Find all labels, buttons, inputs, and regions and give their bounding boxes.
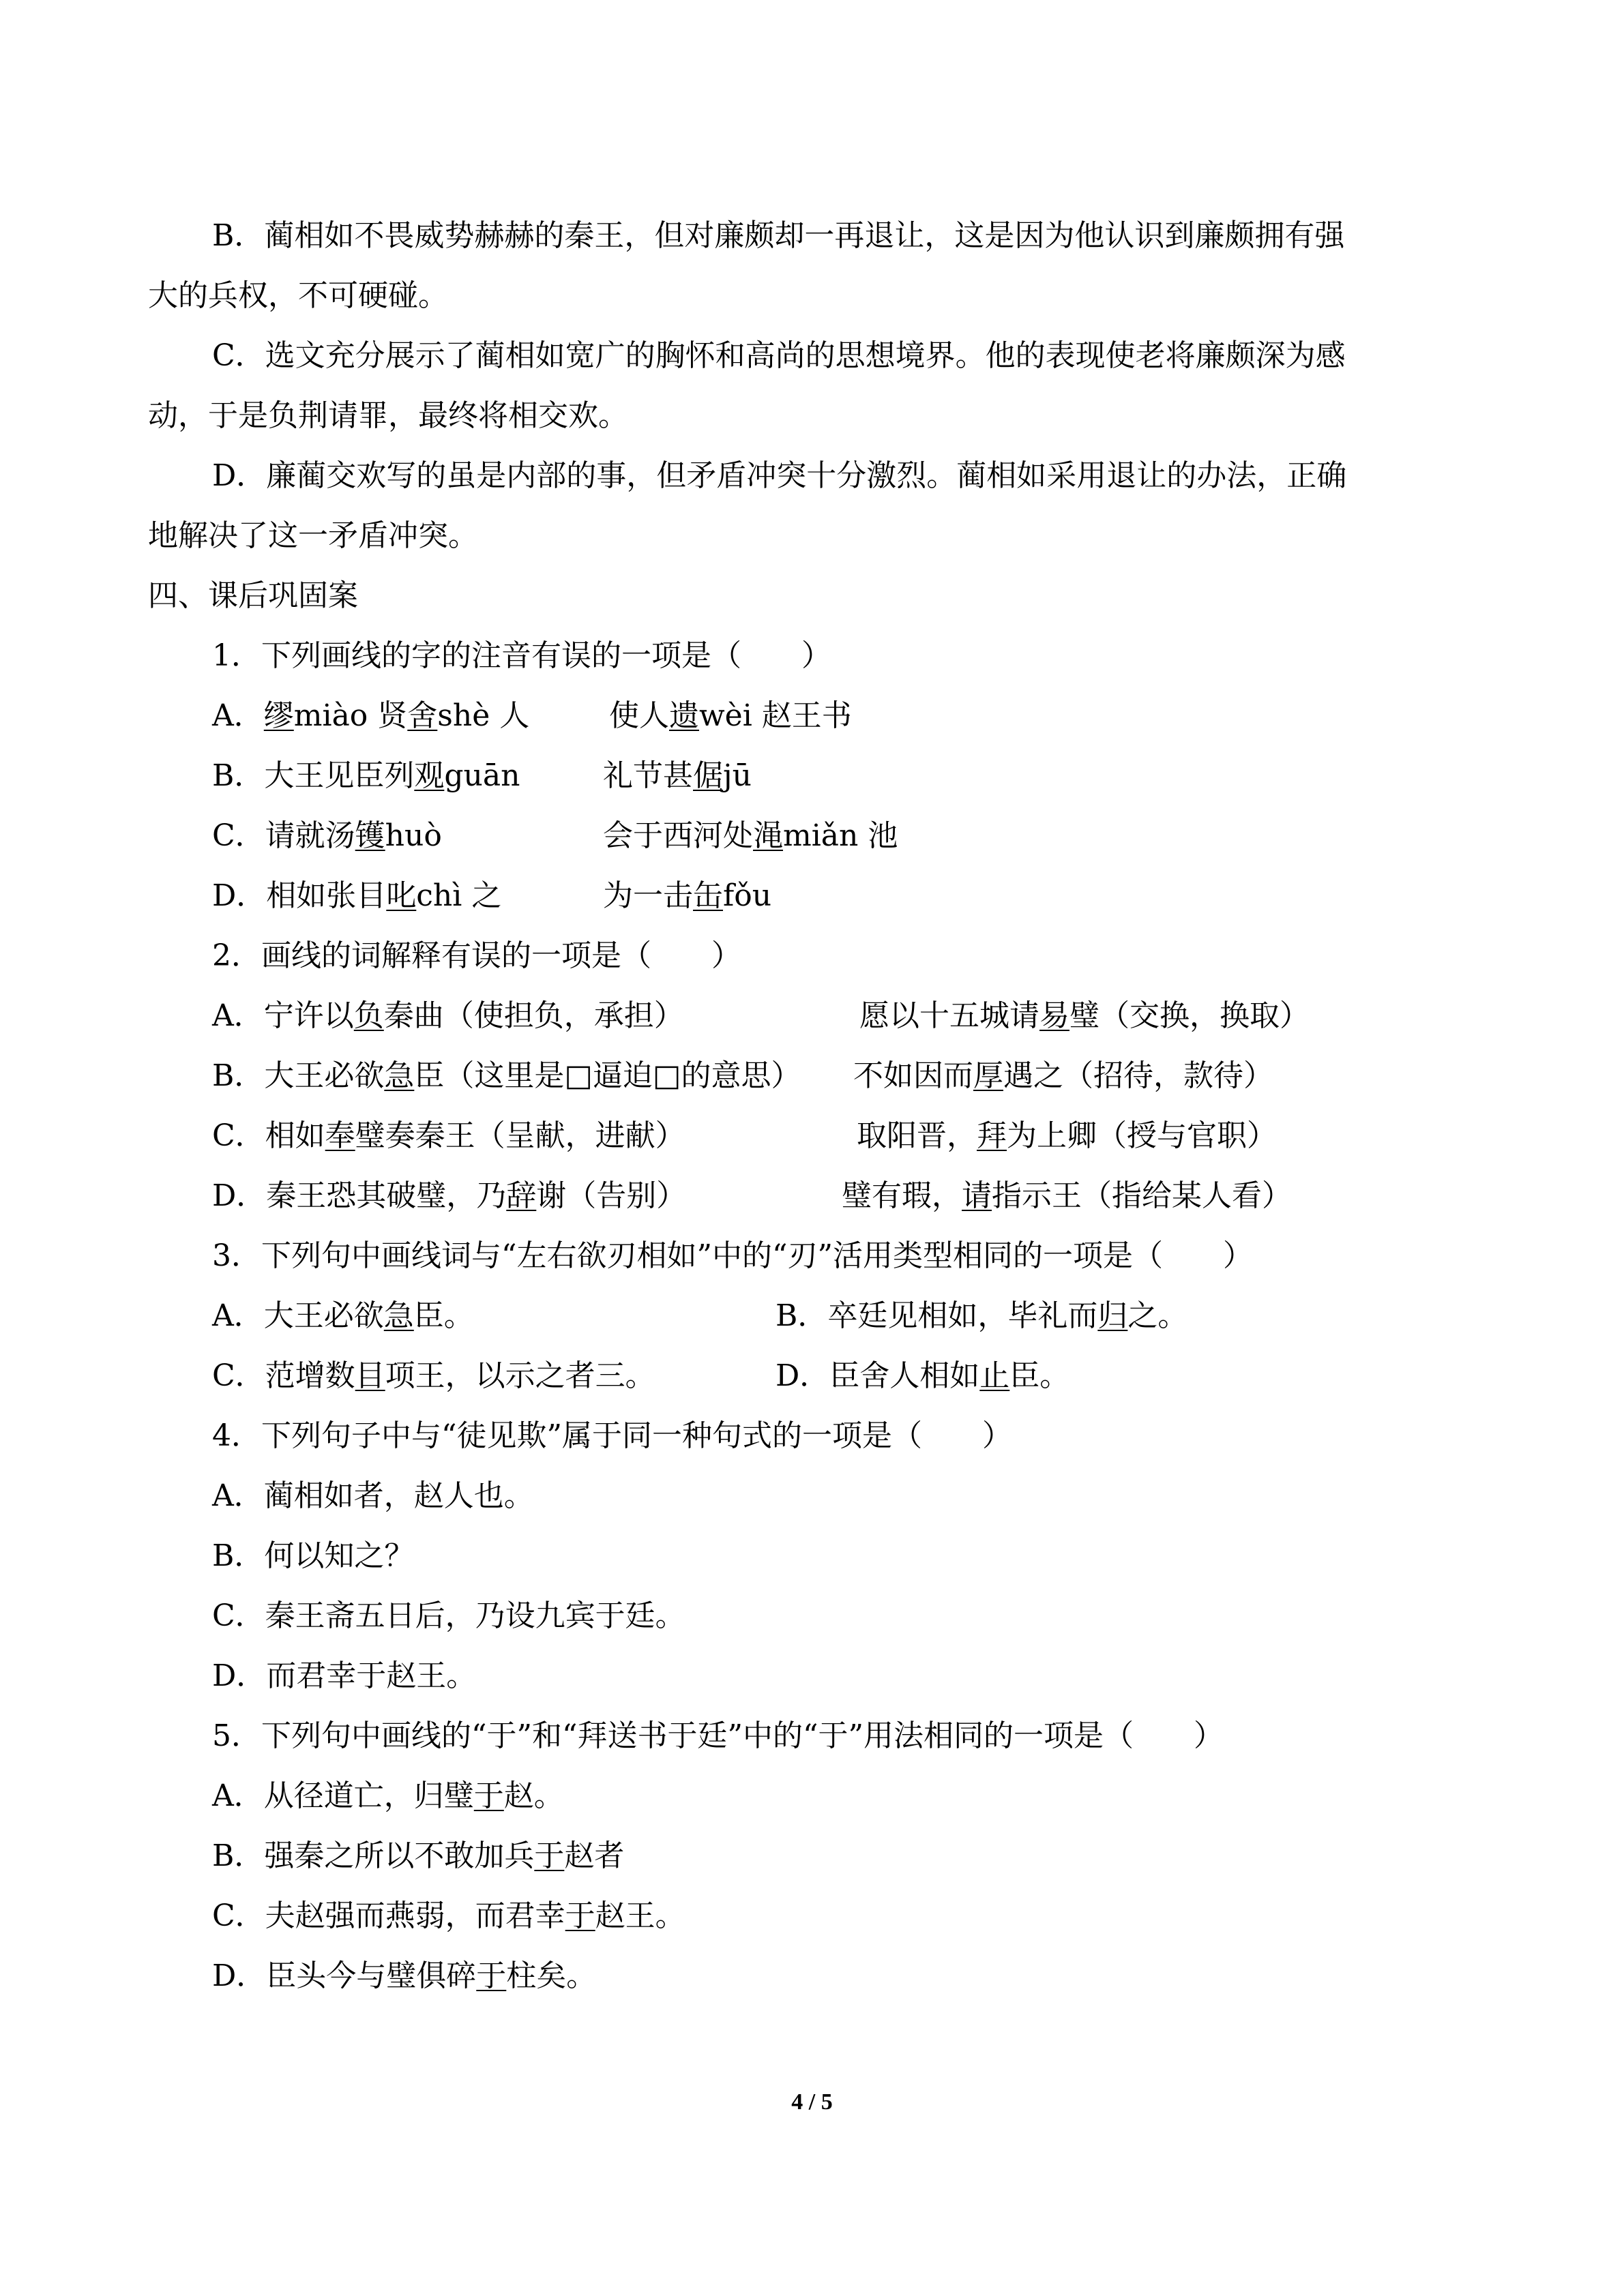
- question-5-stem: 5．下列句中画线的“于”和“拜送书于廷”中的“于”用法相同的一项是（ ）: [212, 1718, 1224, 1753]
- question-1-stem: 1．下列画线的字的注音有误的一项是（ ）: [212, 638, 831, 673]
- q2-option-a: A．宁许以负秦曲（使担负，承担）: [212, 998, 684, 1033]
- q5-option-d: D．臣头今与璧俱碎于柱矣。: [212, 1958, 597, 1993]
- option-c-line1: C．选文充分展示了蔺相如宽广的胸怀和高尚的思想境界。他的表现使老将廉颇深为感: [212, 338, 1346, 373]
- q2-option-d-right: 璧有瑕，请指示王（指给某人看）: [842, 1178, 1292, 1213]
- q5-option-c: C．夫赵强而燕弱，而君幸于赵王。: [212, 1898, 685, 1933]
- q1-option-b: B．大王见臣列观guān: [212, 758, 520, 793]
- q2-option-b-right: 不如因而厚遇之（招待，款待）: [853, 1058, 1273, 1093]
- section-title: 四、课后巩固案: [148, 578, 358, 613]
- q3-option-c: C．范增数目项王，以示之者三。: [212, 1358, 655, 1393]
- option-d-line1: D．廉蔺交欢写的虽是内部的事，但矛盾冲突十分激烈。蔺相如采用退让的办法，正确: [212, 458, 1347, 493]
- q2-option-b: B．大王必欲急臣（这里是□逼迫□的意思）: [212, 1058, 801, 1093]
- q3-option-b: B．卒廷见相如，毕礼而归之。: [776, 1298, 1188, 1333]
- q3-option-a: A．大王必欲急臣。: [212, 1298, 474, 1333]
- question-2-stem: 2．画线的词解释有误的一项是（ ）: [212, 938, 741, 973]
- option-b-line1: B．蔺相如不畏威势赫赫的秦王，但对廉颇却一再退让，这是因为他认识到廉颇拥有强: [212, 218, 1345, 253]
- q4-option-c: C．秦王斋五日后，乃设九宾于廷。: [212, 1598, 685, 1633]
- option-d-line2: 地解决了这一矛盾冲突。: [148, 518, 478, 553]
- option-b-line2: 大的兵权，不可硬碰。: [148, 278, 448, 313]
- q1-option-c-right: 会于西河处渑miǎn 池: [603, 818, 898, 853]
- page-number: 4 / 5: [791, 2089, 833, 2115]
- q4-option-b: B．何以知之？: [212, 1538, 415, 1573]
- q3-option-d: D．臣舍人相如止臣。: [776, 1358, 1070, 1393]
- q1-option-d: D．相如张目叱chì 之: [212, 878, 502, 913]
- q2-option-d: D．秦王恐其破璧，乃辞谢（告别）: [212, 1178, 687, 1213]
- q1-option-a: A．缪miào 贤舍shè 人: [212, 698, 530, 733]
- q4-option-a: A．蔺相如者，赵人也。: [212, 1478, 534, 1513]
- q2-option-a-right: 愿以十五城请易璧（交换，换取）: [859, 998, 1310, 1033]
- q2-option-c: C．相如奉璧奏秦王（呈献，进献）: [212, 1118, 685, 1153]
- q2-option-c-right: 取阳晋，拜为上卿（授与官职）: [857, 1118, 1277, 1153]
- q1-option-b-right: 礼节甚倨jū: [603, 758, 752, 793]
- q1-option-a-right: 使人遗wèi 赵王书: [609, 698, 852, 733]
- question-4-stem: 4．下列句子中与“徒见欺”属于同一种句式的一项是（ ）: [212, 1418, 1012, 1453]
- q1-option-d-right: 为一击缶fǒu: [603, 878, 772, 913]
- question-3-stem: 3．下列句中画线词与“左右欲刃相如”中的“刃”活用类型相同的一项是（ ）: [212, 1238, 1253, 1273]
- q1-option-c: C．请就汤镬huò: [212, 818, 442, 853]
- q5-option-b: B．强秦之所以不敢加兵于赵者: [212, 1838, 625, 1873]
- option-c-line2: 动，于是负荆请罪，最终将相交欢。: [148, 398, 628, 433]
- q5-option-a: A．从径道亡，归璧于赵。: [212, 1778, 564, 1813]
- q4-option-d: D．而君幸于赵王。: [212, 1658, 477, 1693]
